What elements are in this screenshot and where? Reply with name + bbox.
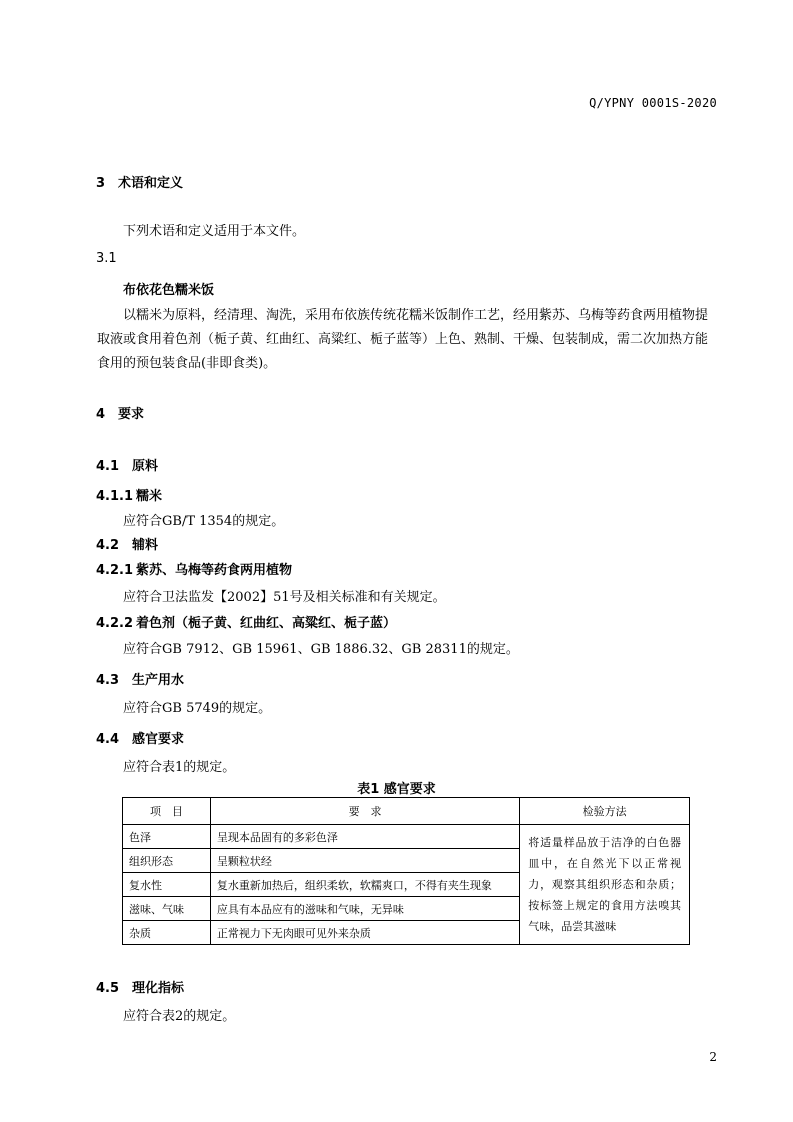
- clause-number: 4.4: [96, 732, 120, 747]
- column-header-item: 项 目: [123, 798, 211, 825]
- term-definition: 以糯米为原料，经清理、淘洗，采用布依族传统花糯米饭制作工艺，经用紫苏、乌梅等药食两用植物提取液或食用着色剂（栀子黄、红曲红、高粱红、栀子蓝等）上色、熟制、干燥、包装制成，需二次加热方能食用的预包装食品(非即食类)。: [97, 308, 709, 371]
- clause-4-4-heading: [96, 728, 184, 747]
- clause-number: 4.2: [96, 538, 120, 553]
- cell-test-method: 将适量样品放于洁净的白色器皿中，在自然光下以正常视力，观察其组织形态和杂质；按标签上规定的食用方法嗅其气味，品尝其滋味: [520, 825, 690, 945]
- clause-4-5-text: 应符合表2的规定。: [123, 1009, 236, 1024]
- cell-requirement: 应具有本品应有的滋味和气味，无异味: [210, 897, 519, 921]
- cell-item: 杂质: [123, 921, 211, 945]
- section-4-heading: [96, 403, 144, 422]
- table-header-row: [123, 798, 690, 825]
- clause-title: 感官要求: [132, 732, 185, 747]
- clause-number: 4.3: [96, 673, 120, 688]
- clause-4-3-heading: [96, 669, 184, 688]
- clause-title: 糯米: [136, 489, 163, 504]
- clause-4-1-1-text: 应符合GB/T 1354的规定。: [123, 514, 285, 529]
- page-number: 2: [709, 1050, 717, 1064]
- section-title: 术语和定义: [118, 176, 184, 191]
- clause-number: 4.2.1: [96, 563, 134, 578]
- clause-number: 4.1.1: [96, 489, 134, 504]
- term-title: 布依花色糯米饭: [123, 283, 215, 298]
- cell-item: 复水性: [123, 873, 211, 897]
- column-header-method: 检验方法: [520, 798, 690, 825]
- clause-number: 4.1: [96, 459, 120, 474]
- cell-item: 滋味、气味: [123, 897, 211, 921]
- cell-requirement: 呈现本品固有的多彩色泽: [210, 825, 519, 849]
- clause-title: 原料: [132, 459, 159, 474]
- clause-4-2-1-text: 应符合卫法监发【2002】51号及相关标准和有关规定。: [123, 590, 446, 605]
- document-id: Q/YPNY 0001S-2020: [589, 96, 717, 110]
- cell-item: 色泽: [123, 825, 211, 849]
- clause-title: 着色剂（栀子黄、红曲红、高粱红、栀子蓝）: [136, 616, 397, 631]
- clause-title: 生产用水: [132, 673, 185, 688]
- clause-number: 4.2.2: [96, 616, 134, 631]
- clause-title: 紫苏、乌梅等药食两用植物: [136, 563, 293, 578]
- section-3-heading: [96, 172, 183, 191]
- cell-requirement: 呈颗粒状经: [210, 849, 519, 873]
- cell-item: 组织形态: [123, 849, 211, 873]
- clause-title: 理化指标: [132, 981, 185, 996]
- clause-4-4-text: 应符合表1的规定。: [123, 760, 236, 775]
- section-3-intro: 下列术语和定义适用于本文件。: [123, 224, 306, 239]
- clause-4-2-heading: [96, 534, 158, 553]
- clause-title: 辅料: [132, 538, 159, 553]
- term-number: 3.1: [96, 251, 117, 266]
- cell-requirement: 正常视力下无肉眼可见外来杂质: [210, 921, 519, 945]
- sensory-requirements-table: [122, 797, 690, 945]
- clause-4-2-2-heading: [96, 612, 396, 631]
- clause-number: 4.5: [96, 981, 120, 996]
- clause-4-1-1-heading: [96, 485, 162, 504]
- clause-4-2-1-heading: [96, 559, 292, 578]
- section-number: 4: [96, 407, 106, 422]
- cell-requirement: 复水重新加热后，组织柔软，软糯爽口，不得有夹生现象: [210, 873, 519, 897]
- column-header-requirement: 要 求: [210, 798, 519, 825]
- clause-4-3-text: 应符合GB 5749的规定。: [123, 701, 272, 716]
- table-row: [123, 825, 690, 849]
- section-number: 3: [96, 176, 106, 191]
- clause-4-5-heading: [96, 977, 184, 996]
- table-1-caption: 表1 感官要求: [357, 782, 436, 797]
- clause-4-2-2-text: 应符合GB 7912、GB 15961、GB 1886.32、GB 28311的规定。: [123, 642, 519, 657]
- clause-4-1-heading: [96, 455, 158, 474]
- section-title: 要求: [118, 407, 145, 422]
